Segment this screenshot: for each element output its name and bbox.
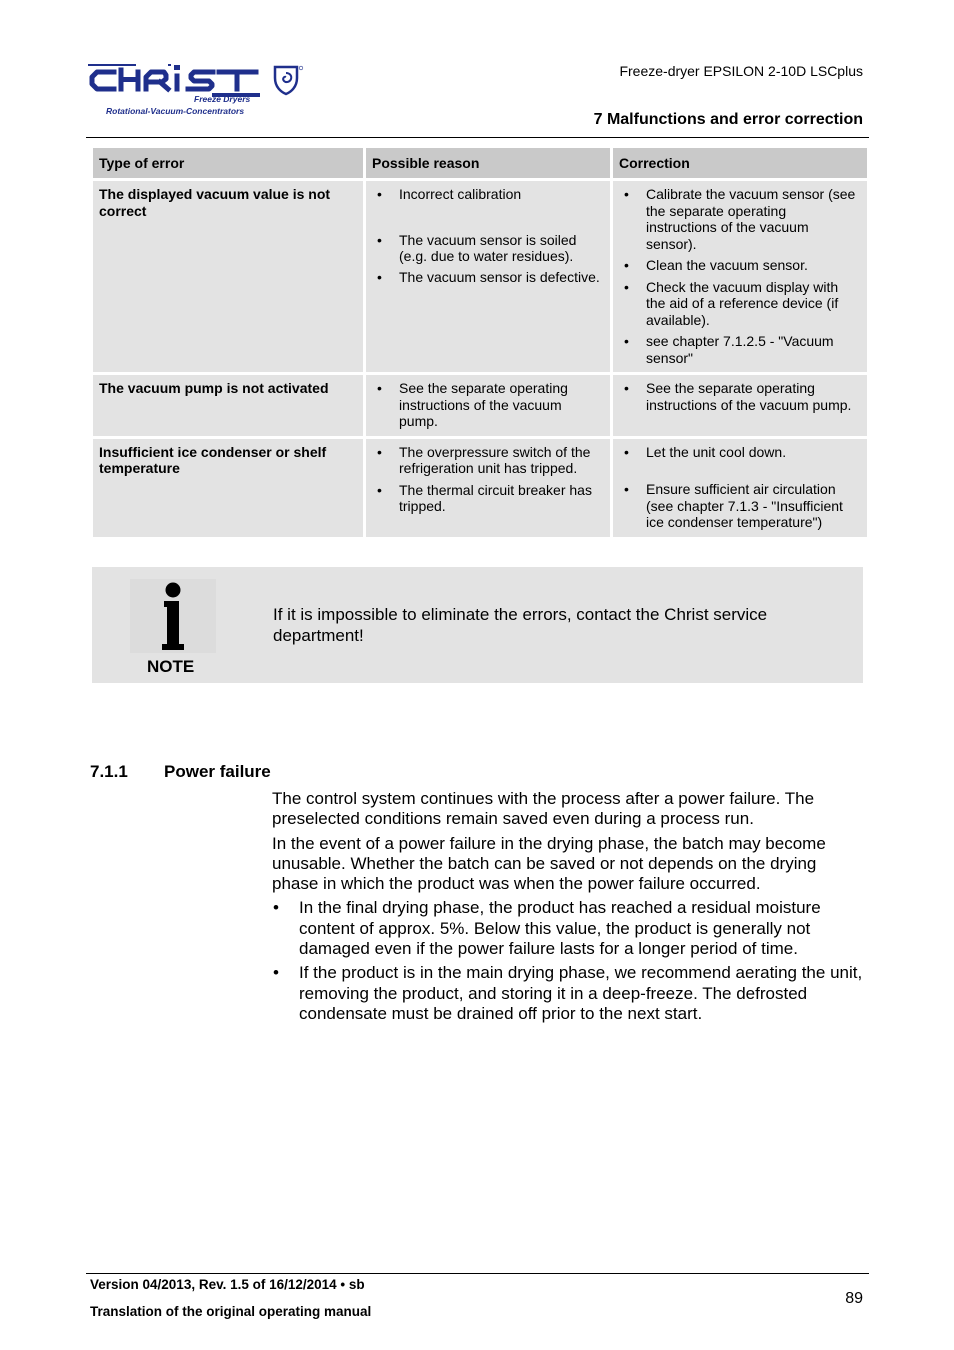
correction-cell <box>613 181 867 372</box>
correction-cell <box>613 439 867 537</box>
correction-list <box>619 380 861 413</box>
note-label: NOTE <box>147 657 195 676</box>
note-text: If it is impossible to eliminate the errors, contact the Christ service department! <box>273 605 768 645</box>
reason-list <box>372 444 604 515</box>
list-item: • See the separate operating instructions of the vacuum pump. <box>372 380 604 430</box>
reason-list <box>372 186 604 285</box>
correction-list <box>619 444 861 531</box>
error-type-cell: Insufficient ice condenser or shelf temperature <box>93 439 363 537</box>
column-header-type: Type of error <box>93 148 363 178</box>
list-item: • see chapter 7.1.2.5 - "Vacuum sensor" <box>619 333 861 366</box>
chapter-title: 7 Malfunctions and error correction <box>593 111 863 128</box>
list-item: • Incorrect calibration <box>372 186 604 203</box>
reason-cell <box>366 181 610 372</box>
logo-tagline-rvc: Rotational-Vacuum-Concentrators <box>106 106 245 116</box>
footer-divider <box>86 1273 869 1274</box>
christ-wordmark-icon <box>88 60 268 98</box>
list-item: • See the separate operating instructions of the vacuum pump. <box>619 380 861 413</box>
list-item: • Ensure sufficient air circulation (see chapter 7.1.3 - "Insufficient ice condenser temperature") <box>619 481 861 531</box>
paragraph: In the event of a power failure in the drying phase, the batch may become unusable. Whether the batch can be saved or not depends on the drying phase in which the product was when the power failure occurred. <box>272 833 826 894</box>
list-item: • Check the vacuum display with the aid of a reference device (if available). <box>619 279 861 329</box>
list-item: • The vacuum sensor is soiled (e.g. due to water residues). <box>372 232 604 265</box>
correction-cell <box>613 375 867 436</box>
document-title: Freeze-dryer EPSILON 2-10D LSCplus <box>619 63 863 79</box>
section-number: 7.1.1 <box>90 762 128 781</box>
section-body <box>272 789 864 1028</box>
column-header-correction: Correction <box>613 148 867 178</box>
list-item: • If the product is in the main drying phase, we recommend aerating the unit, removing the product, and storing it in a deep-freeze. The defrosted condensate must be drained off prior to the next start. <box>272 963 864 1024</box>
logo-tagline-freeze-dryers: Freeze Dryers <box>194 94 251 104</box>
reason-list <box>372 380 604 430</box>
footer-version: Version 04/2013, Rev. 1.5 of 16/12/2014 • sb <box>90 1277 365 1292</box>
error-type-cell: The vacuum pump is not activated <box>93 375 363 436</box>
section-title: Power failure <box>164 762 271 781</box>
footer-translation-note: Translation of the original operating manual <box>90 1304 372 1319</box>
list-item: • Let the unit cool down. <box>619 444 861 461</box>
list-item: • The thermal circuit breaker has tripped. <box>372 482 604 515</box>
note-box <box>92 567 863 683</box>
list-item: • Clean the vacuum sensor. <box>619 257 861 274</box>
list-item: • Calibrate the vacuum sensor (see the separate operating instructions of the vacuum sensor). <box>619 186 861 252</box>
bullet-list <box>272 898 864 1024</box>
list-item: • The overpressure switch of the refrigeration unit has tripped. <box>372 444 604 477</box>
correction-list <box>619 186 861 366</box>
error-type-cell: The displayed vacuum value is not correct <box>93 181 363 372</box>
table-header-row <box>93 148 867 178</box>
table-row <box>93 375 867 436</box>
page-number: 89 <box>845 1290 863 1307</box>
info-i-icon <box>130 579 216 653</box>
table-row <box>93 181 867 372</box>
column-header-reason: Possible reason <box>366 148 610 178</box>
list-item: • The vacuum sensor is defective. <box>372 269 604 286</box>
reason-cell <box>366 375 610 436</box>
reason-cell <box>366 439 610 537</box>
christ-emblem-icon <box>272 64 304 96</box>
christ-logo <box>88 60 318 120</box>
table-row <box>93 439 867 537</box>
paragraph: The control system continues with the process after a power failure. The preselected conditions remain saved even during a process run. <box>272 789 815 829</box>
error-correction-table <box>90 145 870 540</box>
list-item: • In the final drying phase, the product has reached a residual moisture content of approx. 5%. Below this value, the product is generally not damaged even if the power failure lasts for a longer period of time. <box>272 898 864 959</box>
header-divider <box>86 137 869 138</box>
